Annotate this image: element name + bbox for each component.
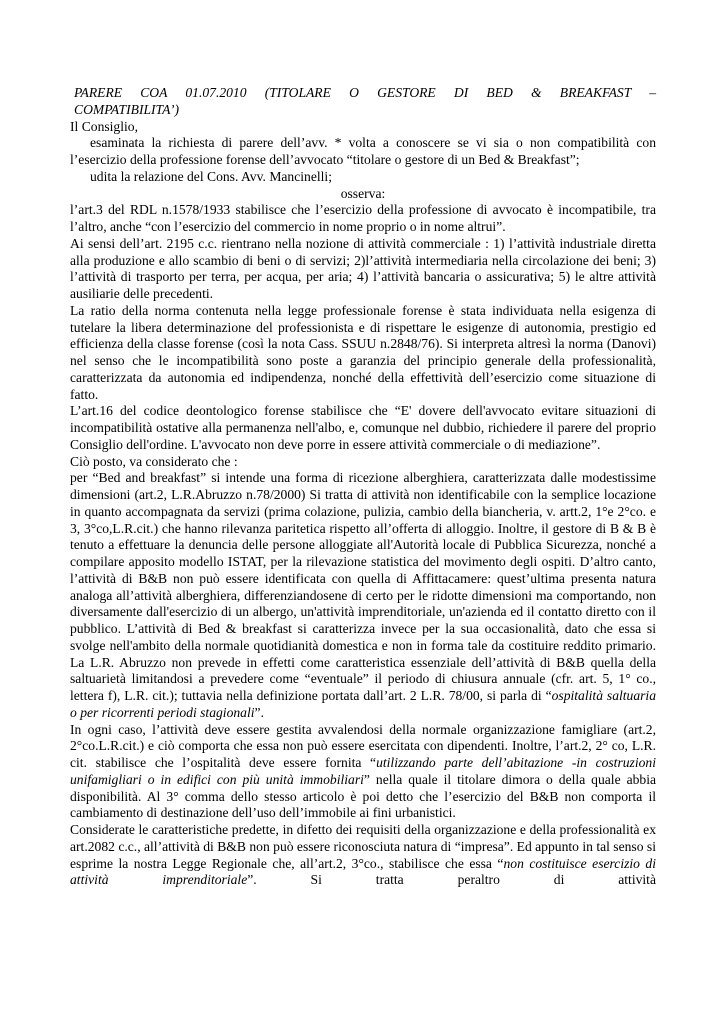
text-segment: In ogni caso, l’attività deve essere gestita avvalendosi della normale organizzazione famigliare (art.2, 2°co.L.R.cit.) e ciò comporta che essa non può essere esercitata con dipendenti. Inoltre, l’art.2, 2° co, L.R. cit. stabilisce che l’ospitalità deve essere fornita “ [70,721,656,770]
paragraph-ogni-caso [70,722,656,823]
paragraph-consiglio: Il Consiglio, [70,118,138,134]
paragraph-cio-posto: Ciò posto, va considerato che : [70,453,238,469]
text-segment: Considerate le caratteristiche predette, in difetto dei requisiti della organizzazione e della professionalità ex art.2082 c.c., all’attività di B&B non può essere riconosciuta natura di “impresa”. Ed appunto in tal senso si esprime la nostra Legge Regionale che, all’art.2, 3°co., stabilisce che essa “ [70,822,656,871]
text-segment: per “Bed and breakfast” si intende una forma di ricezione alberghiera, caratterizzata dalle modestissime dimensioni (art.2, L.R.Abruzzo n.78/2000) Si tratta di attività non identificabile con la semplice locazione in quanto accompagnata da servizi (prima colazione, pulizia, cambio della biancheria, v. artt.2, 1°e 2°co. e 3, 3°co,L.R.cit.) che hanno rilevanza paritetica rispetto all’offerta di alloggio. Inoltre, il gestore di B & B è tenuto a effettuare la denuncia delle persone alloggiate all'Autorità locale di Pubblica Sicurezza, nonché a compilare apposito modello ISTAT, per la rilevazione statistica del movimento degli ospiti. D’altro canto, l’attività di B&B non può essere identificata con quella di Affittacamere: quest’ultima presenta natura analoga all’attività alberghiera, differenziandosene di certo per le ridotte dimensioni ma comportando, non diversamente dall'esercizio di un albergo, un'attività imprenditoriale, un'azienda ed il contatto diretto con il pubblico. L’attività di Bed & breakfast si caratterizza invece per la sua occasionalità, dato che essa si svolge nell'ambito della normale quotidianità domestica e non in forma tale da costituire reddito primario. La L.R. Abruzzo non prevede in effetti come caratteristica essenziale dell’attività di B&B quella della saltuarietà limitandosi a prevedere come “eventuale” il periodo di chiusura annuale (cfr. art. 5, 1° co., lettera f), L.R. cit.); tuttavia nella definizione portata dall’art. 2 L.R. 78/00, si parla di “ [70,470,656,703]
document-page [70,85,656,889]
paragraph-considerate [70,822,656,889]
text-segment: ”. [254,704,264,720]
paragraph-richiesta: esaminata la richiesta di parere dell’avv. * volta a conoscere se vi sia o non compatibilità con l’esercizio della professione forense dell’avvocato “titolare o gestore di un Bed & Breakfast”; [70,135,656,167]
paragraph-art16: L’art.16 del codice deontologico forense stabilisce che “E' dovere dell'avvocato evitare situazioni di incompatibilità ostative alla permanenza nell'albo, e, comunque nel dubbio, richiedere il parere del proprio Consiglio dell'ordine. L'avvocato non deve porre in essere attività commerciale o di mediazione”. [70,403,656,452]
paragraph-rdl: l’art.3 del RDL n.1578/1933 stabilisce che l’esercizio della professione di avvocato è incompatibile, tra l’altro, anche “con l’esercizio del commercio in nome proprio o in nome altrui”. [70,202,656,234]
paragraph-osserva: osserva: [340,185,386,201]
paragraph-ratio: La ratio della norma contenuta nella legge professionale forense è stata individuata nella esigenza di tutelare la libera determinazione del professionista e di rispettare le esigenze di autonomia, prestigio ed efficienza della classe forense (così la nota Cass. SSUU n.2848/76). Si interpreta altresì la norma (Danovi) nel senso che le incompatibilità sono poste a garanzia del principio generale della professionalità, caratterizzata da autonomia ed indipendenza, nonché della effettività dell’esercizio come situazione di fatto. [70,302,656,402]
italic-quote: non costituisce esercizio di attività imprenditoriale [70,855,657,888]
document-title-line2: COMPATIBILITA’) [74,101,179,117]
paragraph-relazione: udita la relazione del Cons. Avv. Mancinelli; [90,168,332,184]
paragraph-bed-and-breakfast [70,470,656,721]
text-segment: ” nella quale il titolare dimora o della quale abbia disponibilità. Al 3° comma dello stesso articolo è poi detto che l’esercizio del B&B non comporta il cambiamento di destinazione dell’uso dell’immobile ai fini urbanistici. [70,771,657,821]
document-title-line1: PARERE COA 01.07.2010 (TITOLARE O GESTORE DI BED & BREAKFAST – [74,85,656,100]
italic-quote: utilizzando parte dell’abitazione -in costruzioni unifamigliari o in edifici con più unità immobiliari [70,755,656,787]
italic-quote: ospitalità saltuaria o per ricorrenti periodi stagionali [70,688,657,720]
paragraph-art2195: Ai sensi dell’art. 2195 c.c. rientrano nella nozione di attività commerciale : 1) l’attività industriale diretta alla produzione e allo scambio di beni o di servizi; 2)l’attività intermediaria nella circolazione dei beni; 3) l’attività di trasporto per terra, per acqua, per aria; 4) l’attività bancaria o assicurativa; 5) le altre attività ausiliarie delle precedenti. [70,235,656,301]
text-segment: ”. Si tratta peraltro di attività [247,872,656,888]
